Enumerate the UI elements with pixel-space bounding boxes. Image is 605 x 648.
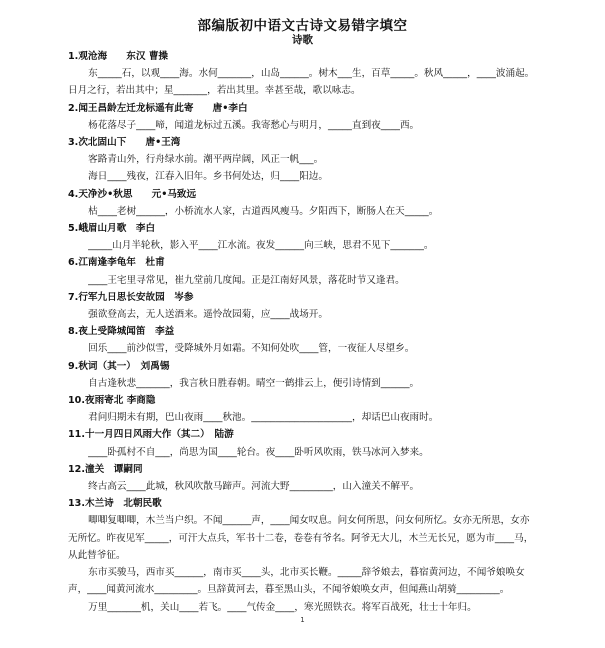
poem-line: 强欲登高去，无人送酒来。遥怜故园菊，应____战场开。 [88, 309, 328, 321]
poem-line: 东市买骏马，西市买______，南市买____头，北市买长鞭。_____辞爷娘去，暮宿黄河边，不闻爷娘唤女声，____闻黄河流水_________。旦辞黄河去，暮至黑山头，不闻爷娘唤女声，但闻燕山胡骑_________。 [68, 567, 525, 596]
poem-line: ____王宅里寻常见，崔九堂前几度闻。正是江南好风景，落花时节又逢君。 [88, 274, 405, 286]
poem-item [68, 323, 538, 357]
document-title: 部编版初中语文古诗文易错字填空 [197, 18, 408, 34]
poem-heading: 11.十一月四日风雨大作（其二） 陆游 [68, 429, 234, 441]
poem-heading: 6.江南逢李龟年 杜甫 [68, 257, 165, 269]
poem-line: 东_____石，以观____海。水何_______，山岛______。树木___生，百草_____。秋风_____，____波涌起。日月之行，若出其中；星_______，若出其里。幸甚至哉，歌以咏志。 [68, 68, 535, 97]
poem-line: 君问归期未有期，巴山夜雨____秋池。_____________________，却话巴山夜雨时。 [88, 412, 439, 424]
poem-heading: 4.天净沙•秋思 元•马致远 [68, 188, 197, 200]
poem-item [68, 220, 538, 254]
poem-line: _____山月半轮秋，影入平____江水流。夜发______向三峡，思君不见下_______。 [88, 240, 434, 252]
poem-item [68, 358, 538, 392]
poem-heading: 8.夜上受降城闻笛 李益 [68, 326, 175, 338]
document-subtitle: 诗歌 [292, 34, 313, 46]
poem-item [68, 186, 538, 220]
poem-item [68, 254, 538, 288]
poem-item [68, 426, 538, 460]
poem-list [68, 48, 538, 616]
poem-heading: 2.闻王昌龄左迁龙标遥有此寄 唐•李白 [68, 102, 248, 114]
poem-line: 自古逢秋悲_______，我言秋日胜春朝。晴空一鹤排云上，便引诗情到______。 [88, 377, 420, 389]
poem-item [68, 289, 538, 323]
poem-line: 海日____残夜，江春入旧年。乡书何处达，归____阳边。 [88, 171, 328, 183]
poem-heading: 3.次北固山下 唐•王湾 [68, 137, 181, 149]
poem-heading: 1.观沧海 东汉 曹操 [68, 51, 169, 62]
poem-item [68, 461, 538, 495]
poem-heading: 10.夜雨寄北 李商隐 [68, 395, 156, 407]
page-number: 1 [300, 616, 305, 624]
poem-heading: 12.潼关 谭嗣同 [68, 463, 143, 475]
poem-line: 枯____老树______，小桥流水人家，古道西风瘦马。夕阳西下，断肠人在天_____。 [88, 205, 439, 217]
poem-item [68, 100, 538, 134]
poem-item [68, 392, 538, 426]
poem-line: 万里_______机，关山____若飞。____气传金____，寒光照铁衣。将军百战死，壮士十年归。 [88, 601, 477, 613]
poem-heading: 9.秋词（其一） 刘禹锡 [68, 360, 170, 372]
poem-item [68, 48, 538, 100]
poem-line: 客路青山外，行舟绿水前。潮平两岸阔，风正一帆___。 [88, 154, 324, 166]
poem-item [68, 134, 538, 186]
poem-line: 唧唧复唧唧，木兰当户织。不闻______声，____闻女叹息。问女何所思，问女何所忆。女亦无所思，女亦无所忆。昨夜见军_____，可汗大点兵，军书十二卷，卷卷有爷名。阿爷无大儿，木兰无长兄，愿为市____马，从此替爷征。 [68, 515, 534, 561]
poem-line: 终古高云____此城，秋风吹散马蹄声。河流大野_________，山入潼关不解平。 [88, 481, 420, 493]
poem-heading: 13.木兰诗 北朝民歌 [68, 498, 162, 510]
poem-heading: 5.峨眉山月歌 李白 [68, 223, 156, 235]
poem-line: 杨花落尽子____啼，闻道龙标过五溪。我寄愁心与明月，_____直到夜____西。 [88, 119, 420, 131]
poem-line: 回乐____前沙似雪，受降城外月如霜。不知何处吹____管，一夜征人尽望乡。 [88, 343, 415, 355]
poem-item [68, 495, 538, 615]
poem-heading: 7.行军九日思长安故园 岑参 [68, 291, 194, 303]
poem-line: ____卧孤村不自___，尚思为国____轮台。夜____卧听风吹雨，铁马冰河入梦来。 [88, 446, 429, 458]
